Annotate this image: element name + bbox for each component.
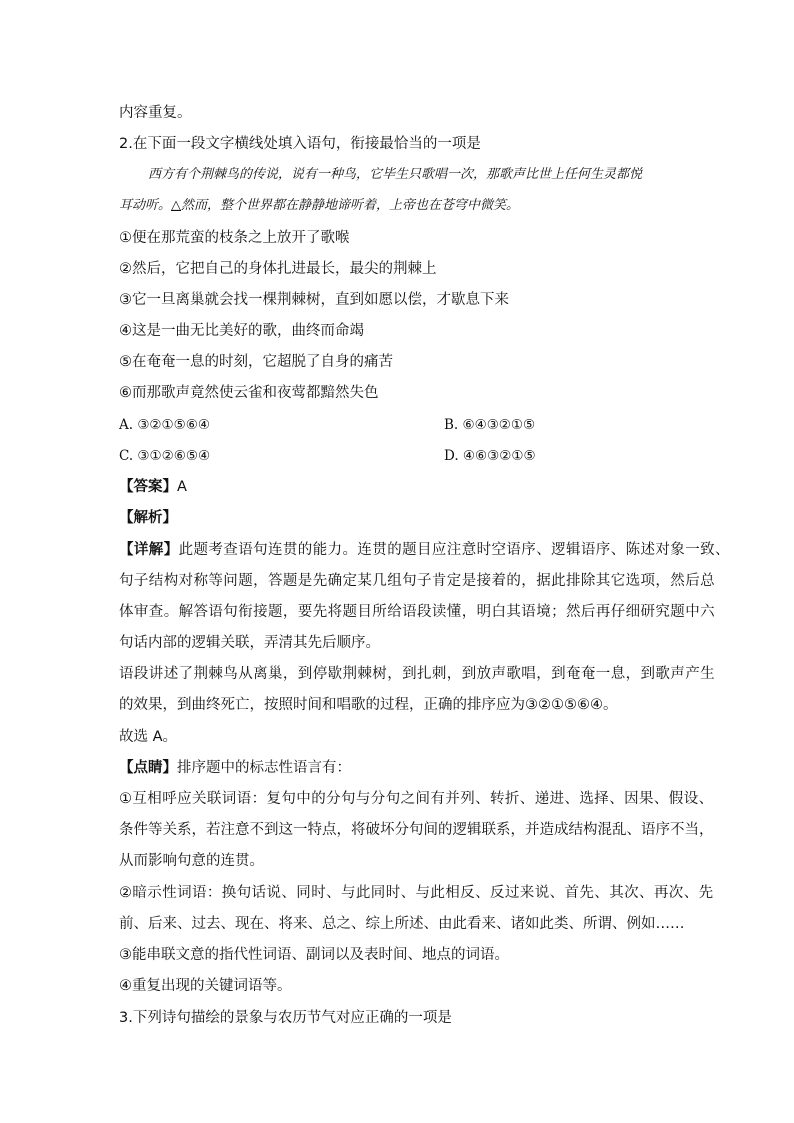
tip-3: ③能串联文意的指代性词语、副词以及表时间、地点的词语。 (119, 947, 509, 963)
blank-marker: △ (171, 198, 182, 213)
answer-line (119, 477, 187, 497)
option-c: C. ③①②⑥⑤④ (119, 448, 211, 464)
detail-line-2: 句子结构对称等问题，答题是先确定某几组句子肯定是接着的，据此排除其它选项，然后总 (119, 573, 715, 589)
question-2-title: 2.在下面一段文字横线处填入语句，衔接最恰当的一项是 (119, 136, 481, 152)
tip-2-line-2: 前、后来、过去、现在、将来、总之、综上所述、由此看来、诸如此类、所谓、例如…… (119, 916, 685, 932)
explain-line-2: 的效果，到曲终死亡，按照时间和唱歌的过程，正确的排序应为③②①⑤⑥④。 (119, 697, 618, 713)
answer-value: A (177, 479, 187, 495)
tip-2-line-1: ②暗示性词语：换句话说、同时、与此同时、与此相反、反过来说、首先、其次、再次、先 (119, 885, 714, 901)
detail-line-4: 句话内部的逻辑关联，弄清其先后顺序。 (119, 635, 380, 651)
question-stem-line-2 (119, 196, 519, 216)
tip-1-line-1: ①互相呼应关联词语：复句中的分句与分句之间有并列、转折、递进、选择、因果、假设、 (119, 791, 714, 807)
tip-line (119, 758, 351, 778)
option-d: D. ④⑥③②①⑤ (444, 448, 536, 464)
sentence-item-6: ⑥而那歌声竟然使云雀和夜莺都黯然失色 (119, 385, 379, 401)
analysis-label (119, 508, 177, 528)
tip-title: 排序题中的标志性语言有： (177, 760, 351, 776)
tip-1-line-2: 条件等关系，若注意不到这一特点，将破坏分句间的逻辑联系，并造成结构混乱、语序不当， (119, 822, 714, 838)
question-stem-line-1: 西方有个荆棘鸟的传说，说有一种鸟，它毕生只歌唱一次，那歌声比世上任何生灵都悦 (148, 167, 643, 182)
option-a: A. ③②①⑤⑥④ (119, 417, 210, 433)
sentence-item-4: ④这是一曲无比美好的歌，曲终而命竭 (119, 323, 364, 339)
sentence-item-5: ⑤在奄奄一息的时刻，它超脱了自身的痛苦 (119, 354, 393, 370)
detail-text-1: 此题考查语句连贯的能力。连贯的题目应注意时空语序、逻辑语序、陈述对象一致、 (178, 542, 730, 558)
analysis-heading: 【解析】 (119, 510, 177, 526)
sentence-item-2: ②然后，它把自己的身体扎进最长，最尖的荆棘上 (119, 261, 437, 277)
detail-line-1 (119, 540, 730, 560)
sentence-item-3: ③它一旦离巢就会找一棵荆棘树，直到如愿以偿，才歇息下来 (119, 292, 509, 308)
explain-line-1: 语段讲述了荆棘鸟从离巢，到停歇荆棘树，到扎刺，到放声歌唱，到奄奄一息，到歌声产生 (119, 666, 715, 682)
question-3-title: 3.下列诗句描绘的景象与农历节气对应正确的一项是 (119, 1010, 452, 1026)
detail-label: 【详解】 (119, 542, 179, 558)
tip-label: 【点睛】 (119, 760, 177, 776)
tip-1-line-3: 从而影响句意的连贯。 (119, 853, 264, 869)
stem-text-after-blank: 然而，整个世界都在静静地谛听着，上帝也在苍穹中微笑。 (181, 198, 520, 213)
tip-4: ④重复出现的关键词语等。 (119, 978, 292, 994)
detail-line-3: 体审查。解答语句衔接题，要先将题目所给语段读懂，明白其语境；然后再仔细研究题中六 (119, 604, 715, 620)
stem-text-before-blank: 耳动听。 (119, 198, 172, 213)
answer-label: 【答案】 (119, 479, 177, 495)
continued-text: 内容重复。 (119, 105, 192, 121)
option-b: B. ⑥④③②①⑤ (444, 417, 536, 433)
choose-line: 故选 A。 (119, 729, 178, 745)
sentence-item-1: ①便在那荒蛮的枝条之上放开了歌喉 (119, 230, 350, 246)
